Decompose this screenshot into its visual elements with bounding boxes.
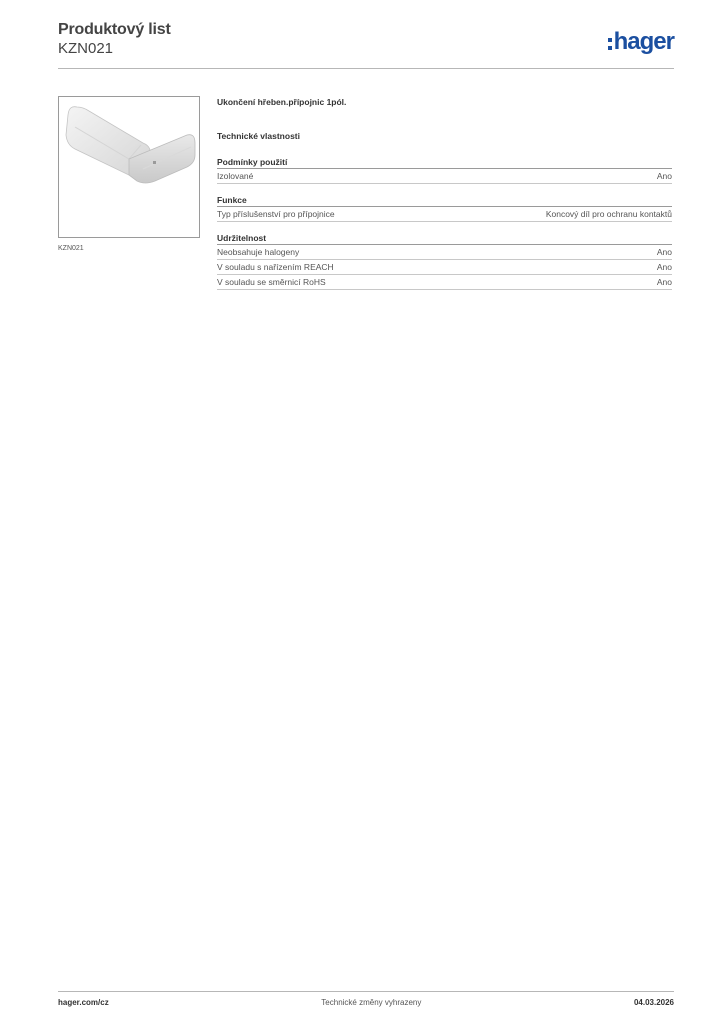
- spec-group-function: [217, 194, 672, 222]
- header-divider: [58, 68, 674, 69]
- spec-row: [217, 260, 672, 275]
- footer-website-link[interactable]: hager.com/cz: [58, 998, 109, 1007]
- logo-text: hager: [613, 28, 674, 55]
- product-name: Ukončení hřeben.přípojnic 1pól.: [217, 97, 347, 107]
- spec-label: Typ příslušenství pro přípojnice: [217, 209, 335, 219]
- page-title: Produktový list: [58, 21, 171, 38]
- logo-dots-icon: [608, 38, 612, 50]
- spec-row: [217, 207, 672, 222]
- spec-group-title: Podmínky použití: [217, 156, 672, 169]
- footer-date: 04.03.2026: [633, 998, 674, 1007]
- footer-divider: [58, 991, 674, 992]
- technical-properties-heading: Technické vlastnosti: [217, 131, 300, 141]
- end-cap-illustration: [59, 97, 199, 237]
- footer-notice: Technické změny vyhrazeny: [321, 998, 422, 1007]
- spec-label: Izolované: [217, 171, 254, 181]
- spec-value: Ano: [656, 277, 672, 287]
- spec-label: Neobsahuje halogeny: [217, 247, 300, 257]
- spec-label: V souladu s nařízením REACH: [217, 262, 334, 272]
- spec-value: Ano: [656, 262, 672, 272]
- product-code-header: KZN021: [58, 40, 114, 57]
- spec-value: Koncový díl pro ochranu kontaktů: [545, 209, 672, 219]
- spec-row: [217, 169, 672, 184]
- spec-group-title: Funkce: [217, 194, 672, 207]
- hager-logo: [608, 28, 674, 56]
- spec-group-usage: [217, 156, 672, 184]
- spec-label: V souladu se směrnicí RoHS: [217, 277, 326, 287]
- footer: [58, 998, 674, 1007]
- spec-value: Ano: [656, 171, 672, 181]
- specs-panel: [217, 96, 672, 290]
- spec-group-sustainability: [217, 232, 672, 290]
- image-caption: KZN021: [58, 245, 84, 252]
- spec-value: Ano: [656, 247, 672, 257]
- spec-row: [217, 245, 672, 260]
- spec-group-title: Udržitelnost: [217, 232, 672, 245]
- product-image: [58, 96, 200, 238]
- spec-row: [217, 275, 672, 290]
